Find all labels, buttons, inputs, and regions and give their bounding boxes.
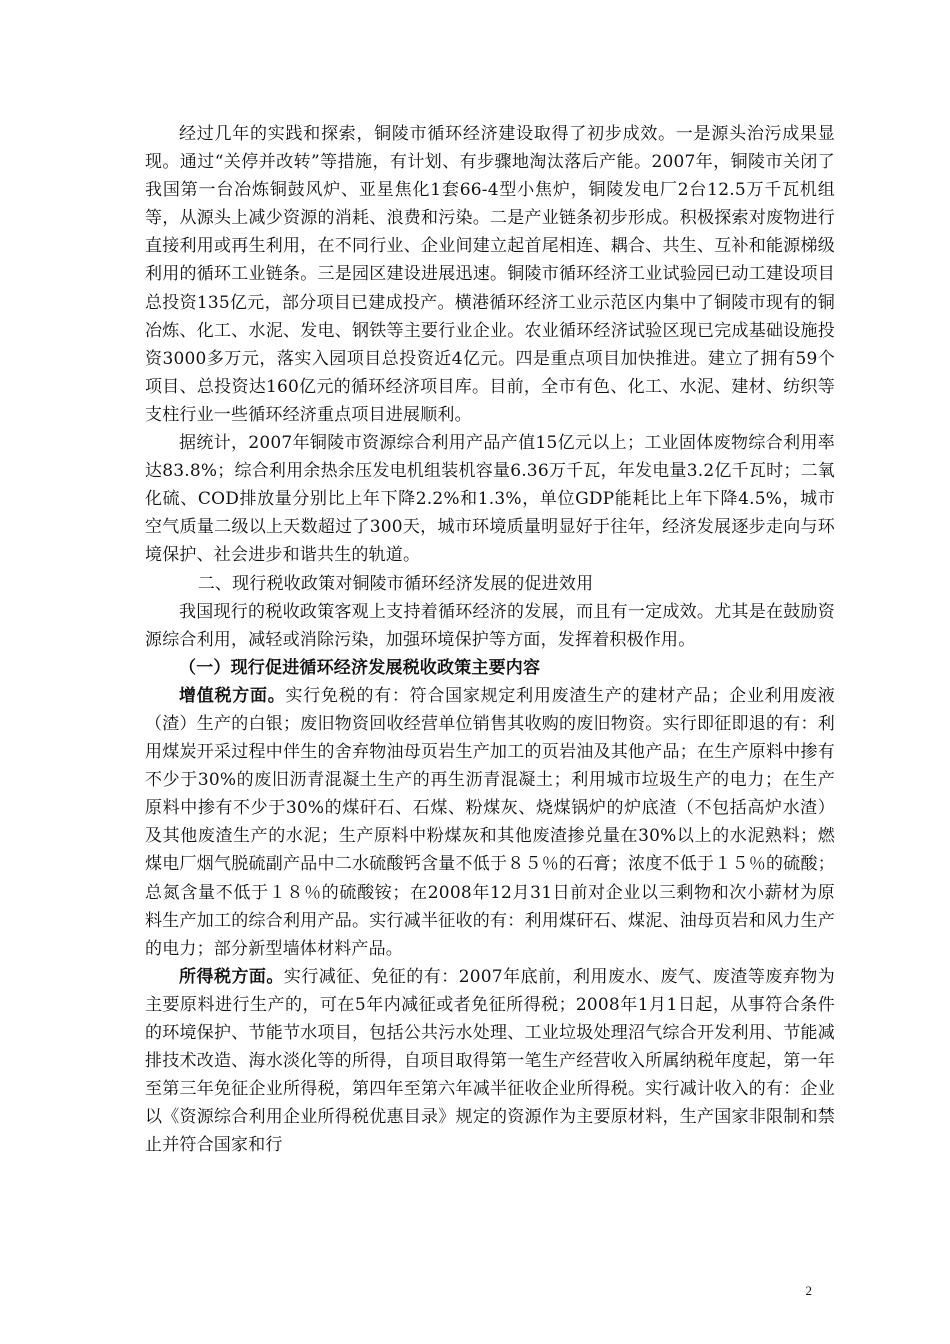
subsection-heading: （一）现行促进循环经济发展税收政策主要内容 xyxy=(179,657,541,678)
document-body xyxy=(145,120,835,1159)
paragraph-text-income-tax: 实行减征、免征的有：2007年底前，利用废水、废气、废渣等废弃物为主要原料进行生产的，可在5年内减征或者免征所得税；2008年1月1日起，从事符合条件的环境保护、节能节水项目，包括公共污水处理、工业垃圾处理沼气综合开发利用、节能减排技术改造、海水淡化等的所得，自项目取得第一笔生产经营收入所属纳税年度起，第一年至第三年免征企业所得税，第四年至第六年减半征收企业所得税。实行减计收入的有：企业以《资源综合利用企业所得税优惠目录》规定的资源作为主要原材料，生产国家非限制和禁止并符合国家和行 xyxy=(145,966,835,1156)
paragraph-tax-overview: 我国现行的税收政策客观上支持着循环经济的发展，而且有一定成效。尤其是在鼓励资源综合利用，减轻或消除污染，加强环境保护等方面，发挥着积极作用。 xyxy=(145,601,835,650)
paragraph-income-tax xyxy=(145,963,835,1160)
paragraph-lead-income-tax: 所得税方面。 xyxy=(179,966,284,987)
section-title: 二、现行税收政策对铜陵市循环经济发展的促进效用 xyxy=(197,573,594,594)
paragraph-achievements: 经过几年的实践和探索，铜陵市循环经济建设取得了初步成效。一是源头治污成果显现。通过“关停并改转”等措施，有计划、有步骤地淘汰落后产能。2007年，铜陵市关闭了我国第一台冶炼铜鼓风炉、亚星焦化1套66-4型小焦炉，铜陵发电厂2台12.5万千瓦机组等，从源头上减少资源的消耗、浪费和污染。二是产业链条初步形成。积极探索对废物进行直接利用或再生利用，在不同行业、企业间建立起首尾相连、耦合、共生、互补和能源梯级利用的循环工业链条。三是园区建设进展迅速。铜陵市循环经济工业试验园已动工建设项目总投资135亿元，部分项目已建成投产。横港循环经济工业示范区内集中了铜陵市现有的铜冶炼、化工、水泥、发电、钢铁等主要行业企业。农业循环经济试验区现已完成基础设施投资3000多万元，落实入园项目总投资近4亿元。四是重点项目加快推进。建立了拥有59个项目、总投资达160亿元的循环经济项目库。目前，全市有色、化工、水泥、建材、纺织等支柱行业一些循环经济重点项目进展顺利。 xyxy=(145,124,835,425)
page-number: 2 xyxy=(805,1283,812,1298)
paragraph-statistics: 据统计，2007年铜陵市资源综合利用产品产值15亿元以上；工业固体废物综合利用率达83.8%；综合利用余热余压发电机组装机容量6.36万千瓦，年发电量3.2亿千瓦时；二氧化硫、COD排放量分别比上年下降2.2%和1.3%，单位GDP能耗比上年下降4.5%，城市空气质量二级以上天数超过了300天，城市环境质量明显好于往年，经济发展逐步走向与环境保护、社会进步和谐共生的轨道。 xyxy=(145,433,835,566)
paragraph-vat xyxy=(145,682,835,963)
paragraph-text-vat: 实行免税的有：符合国家规定利用废渣生产的建材产品；企业利用废液（渣）生产的白银；废旧物资回收经营单位销售其收购的废旧物资。实行即征即退的有：利用煤炭开采过程中伴生的舍弃物油母页岩生产加工的页岩油及其他产品；在生产原料中掺有不少于30%的废旧沥青混凝土生产的再生沥青混凝土；利用城市垃圾生产的电力；在生产原料中掺有不少于30%的煤矸石、石煤、粉煤灰、烧煤锅炉的炉底渣（不包括高炉水渣）及其他废渣生产的水泥；生产原料中粉煤灰和其他废渣掺兑量在30%以上的水泥熟料；燃煤电厂烟气脱硫副产品中二水硫酸钙含量不低于８５％的石膏；浓度不低于１５％的硫酸；总氮含量不低于１８％的硫酸铵；在2008年12月31日前对企业以三剩物和次小薪材为原料生产加工的综合利用产品。实行减半征收的有：利用煤矸石、煤泥、油母页岩和风力生产的电力；部分新型墙体材料产品。 xyxy=(145,685,835,959)
paragraph-lead-vat: 增值税方面。 xyxy=(179,685,286,706)
